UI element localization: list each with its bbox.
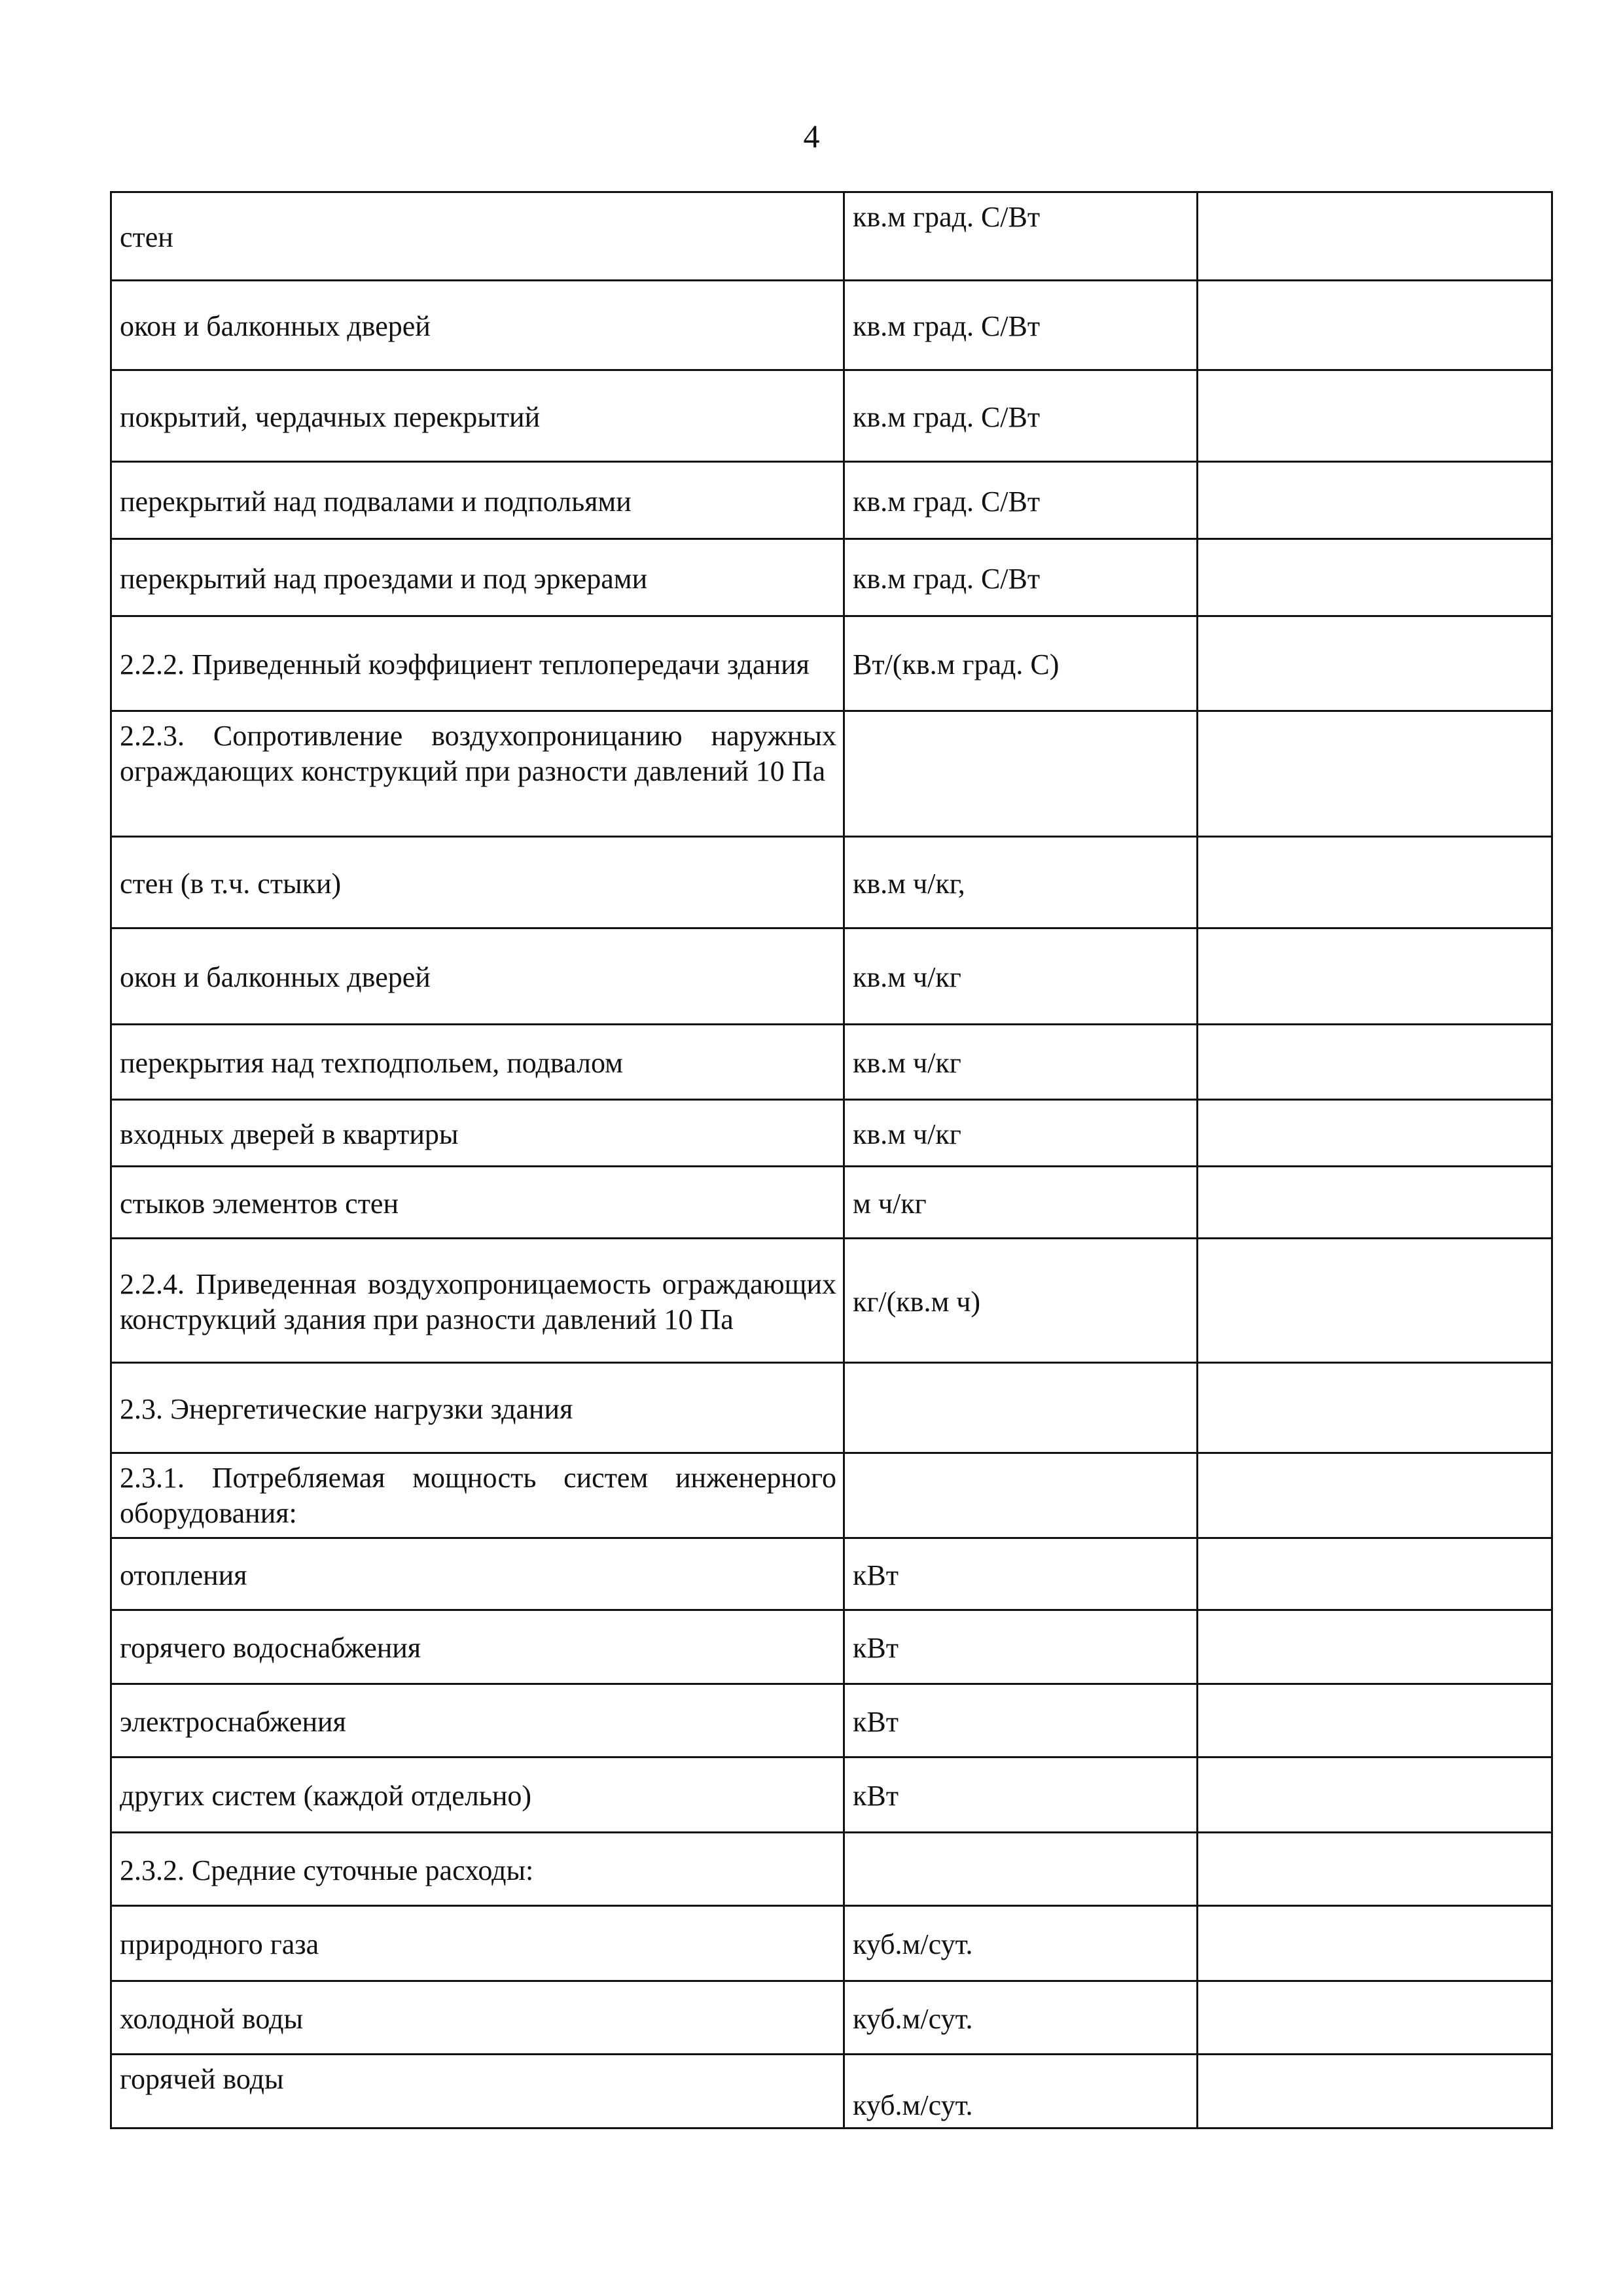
row-unit: Вт/(кв.м град. С)	[844, 616, 1198, 711]
row-value	[1198, 1167, 1552, 1239]
row-unit	[844, 1833, 1198, 1906]
row-name: стыков элементов стен	[111, 1167, 844, 1239]
row-unit: кв.м ч/кг	[844, 1025, 1198, 1100]
row-value	[1198, 1684, 1552, 1757]
row-name: перекрытий над проездами и под эркерами	[111, 539, 844, 616]
table-row	[111, 1025, 1552, 1100]
table-row	[111, 1981, 1552, 2055]
table-row	[111, 1363, 1552, 1453]
table-row	[111, 1167, 1552, 1239]
row-name: природного газа	[111, 1906, 844, 1981]
row-unit: кг/(кв.м ч)	[844, 1239, 1198, 1363]
row-value	[1198, 1981, 1552, 2055]
row-unit: кв.м ч/кг	[844, 1100, 1198, 1167]
row-value	[1198, 2055, 1552, 2128]
row-unit	[844, 711, 1198, 837]
row-value	[1198, 1100, 1552, 1167]
row-value	[1198, 1239, 1552, 1363]
table-row	[111, 711, 1552, 837]
row-value	[1198, 1610, 1552, 1684]
row-unit: кв.м град. С/Вт	[844, 192, 1198, 281]
row-unit: куб.м/сут.	[844, 1981, 1198, 2055]
row-name: отопления	[111, 1538, 844, 1610]
row-name: 2.3. Энергетические нагрузки здания	[111, 1363, 844, 1453]
row-name: 2.3.1. Потребляемая мощность систем инженерного оборудования:	[111, 1453, 844, 1538]
row-name: 2.2.4. Приведенная воздухопроницаемость ограждающих конструкций здания при разности давлений 10 Па	[111, 1239, 844, 1363]
row-name: стен	[111, 192, 844, 281]
row-unit: кв.м ч/кг,	[844, 837, 1198, 928]
row-value	[1198, 616, 1552, 711]
row-unit: м ч/кг	[844, 1167, 1198, 1239]
table-row	[111, 837, 1552, 928]
row-value	[1198, 192, 1552, 281]
row-value	[1198, 1538, 1552, 1610]
row-name: горячего водоснабжения	[111, 1610, 844, 1684]
table-row	[111, 1453, 1552, 1538]
row-value	[1198, 1453, 1552, 1538]
row-name: покрытий, чердачных перекрытий	[111, 370, 844, 462]
row-name: перекрытий над подвалами и подпольями	[111, 462, 844, 539]
row-unit: кв.м град. С/Вт	[844, 539, 1198, 616]
row-value	[1198, 462, 1552, 539]
table-row	[111, 192, 1552, 281]
row-value	[1198, 1363, 1552, 1453]
row-unit: кВт	[844, 1684, 1198, 1757]
row-value	[1198, 370, 1552, 462]
row-name: окон и балконных дверей	[111, 281, 844, 370]
table-row	[111, 370, 1552, 462]
row-name: 2.3.2. Средние суточные расходы:	[111, 1833, 844, 1906]
table-row	[111, 616, 1552, 711]
row-unit	[844, 1363, 1198, 1453]
table-row	[111, 462, 1552, 539]
row-unit: куб.м/сут.	[844, 2055, 1198, 2128]
row-unit: куб.м/сут.	[844, 1906, 1198, 1981]
row-unit: кв.м град. С/Вт	[844, 370, 1198, 462]
row-name: электроснабжения	[111, 1684, 844, 1757]
energy-passport-table	[110, 191, 1553, 2129]
row-unit: кв.м град. С/Вт	[844, 281, 1198, 370]
row-unit: кв.м град. С/Вт	[844, 462, 1198, 539]
row-value	[1198, 539, 1552, 616]
row-name: стен (в т.ч. стыки)	[111, 837, 844, 928]
row-unit: кВт	[844, 1757, 1198, 1833]
table-row	[111, 1757, 1552, 1833]
row-name: 2.2.2. Приведенный коэффициент теплопередачи здания	[111, 616, 844, 711]
row-unit: кВт	[844, 1610, 1198, 1684]
row-name: горячей воды	[111, 2055, 844, 2128]
row-value	[1198, 928, 1552, 1025]
row-name: входных дверей в квартиры	[111, 1100, 844, 1167]
table-row	[111, 1684, 1552, 1757]
page-number: 4	[803, 118, 820, 154]
table-row	[111, 539, 1552, 616]
row-unit: кв.м ч/кг	[844, 928, 1198, 1025]
table-row	[111, 1610, 1552, 1684]
row-name: холодной воды	[111, 1981, 844, 2055]
table-row	[111, 928, 1552, 1025]
row-name: 2.2.3. Сопротивление воздухопроницанию наружных ограждающих конструкций при разности давлений 10 Па	[111, 711, 844, 837]
table-row	[111, 1833, 1552, 1906]
row-value	[1198, 1833, 1552, 1906]
row-unit	[844, 1453, 1198, 1538]
table-row	[111, 1100, 1552, 1167]
row-value	[1198, 1025, 1552, 1100]
row-value	[1198, 711, 1552, 837]
row-unit: кВт	[844, 1538, 1198, 1610]
row-value	[1198, 837, 1552, 928]
row-name: окон и балконных дверей	[111, 928, 844, 1025]
row-name: других систем (каждой отдельно)	[111, 1757, 844, 1833]
row-name: перекрытия над техподпольем, подвалом	[111, 1025, 844, 1100]
row-value	[1198, 281, 1552, 370]
table-row	[111, 1239, 1552, 1363]
table-row	[111, 1906, 1552, 1981]
row-value	[1198, 1757, 1552, 1833]
table-row	[111, 281, 1552, 370]
row-value	[1198, 1906, 1552, 1981]
table-row	[111, 2055, 1552, 2128]
table-row	[111, 1538, 1552, 1610]
